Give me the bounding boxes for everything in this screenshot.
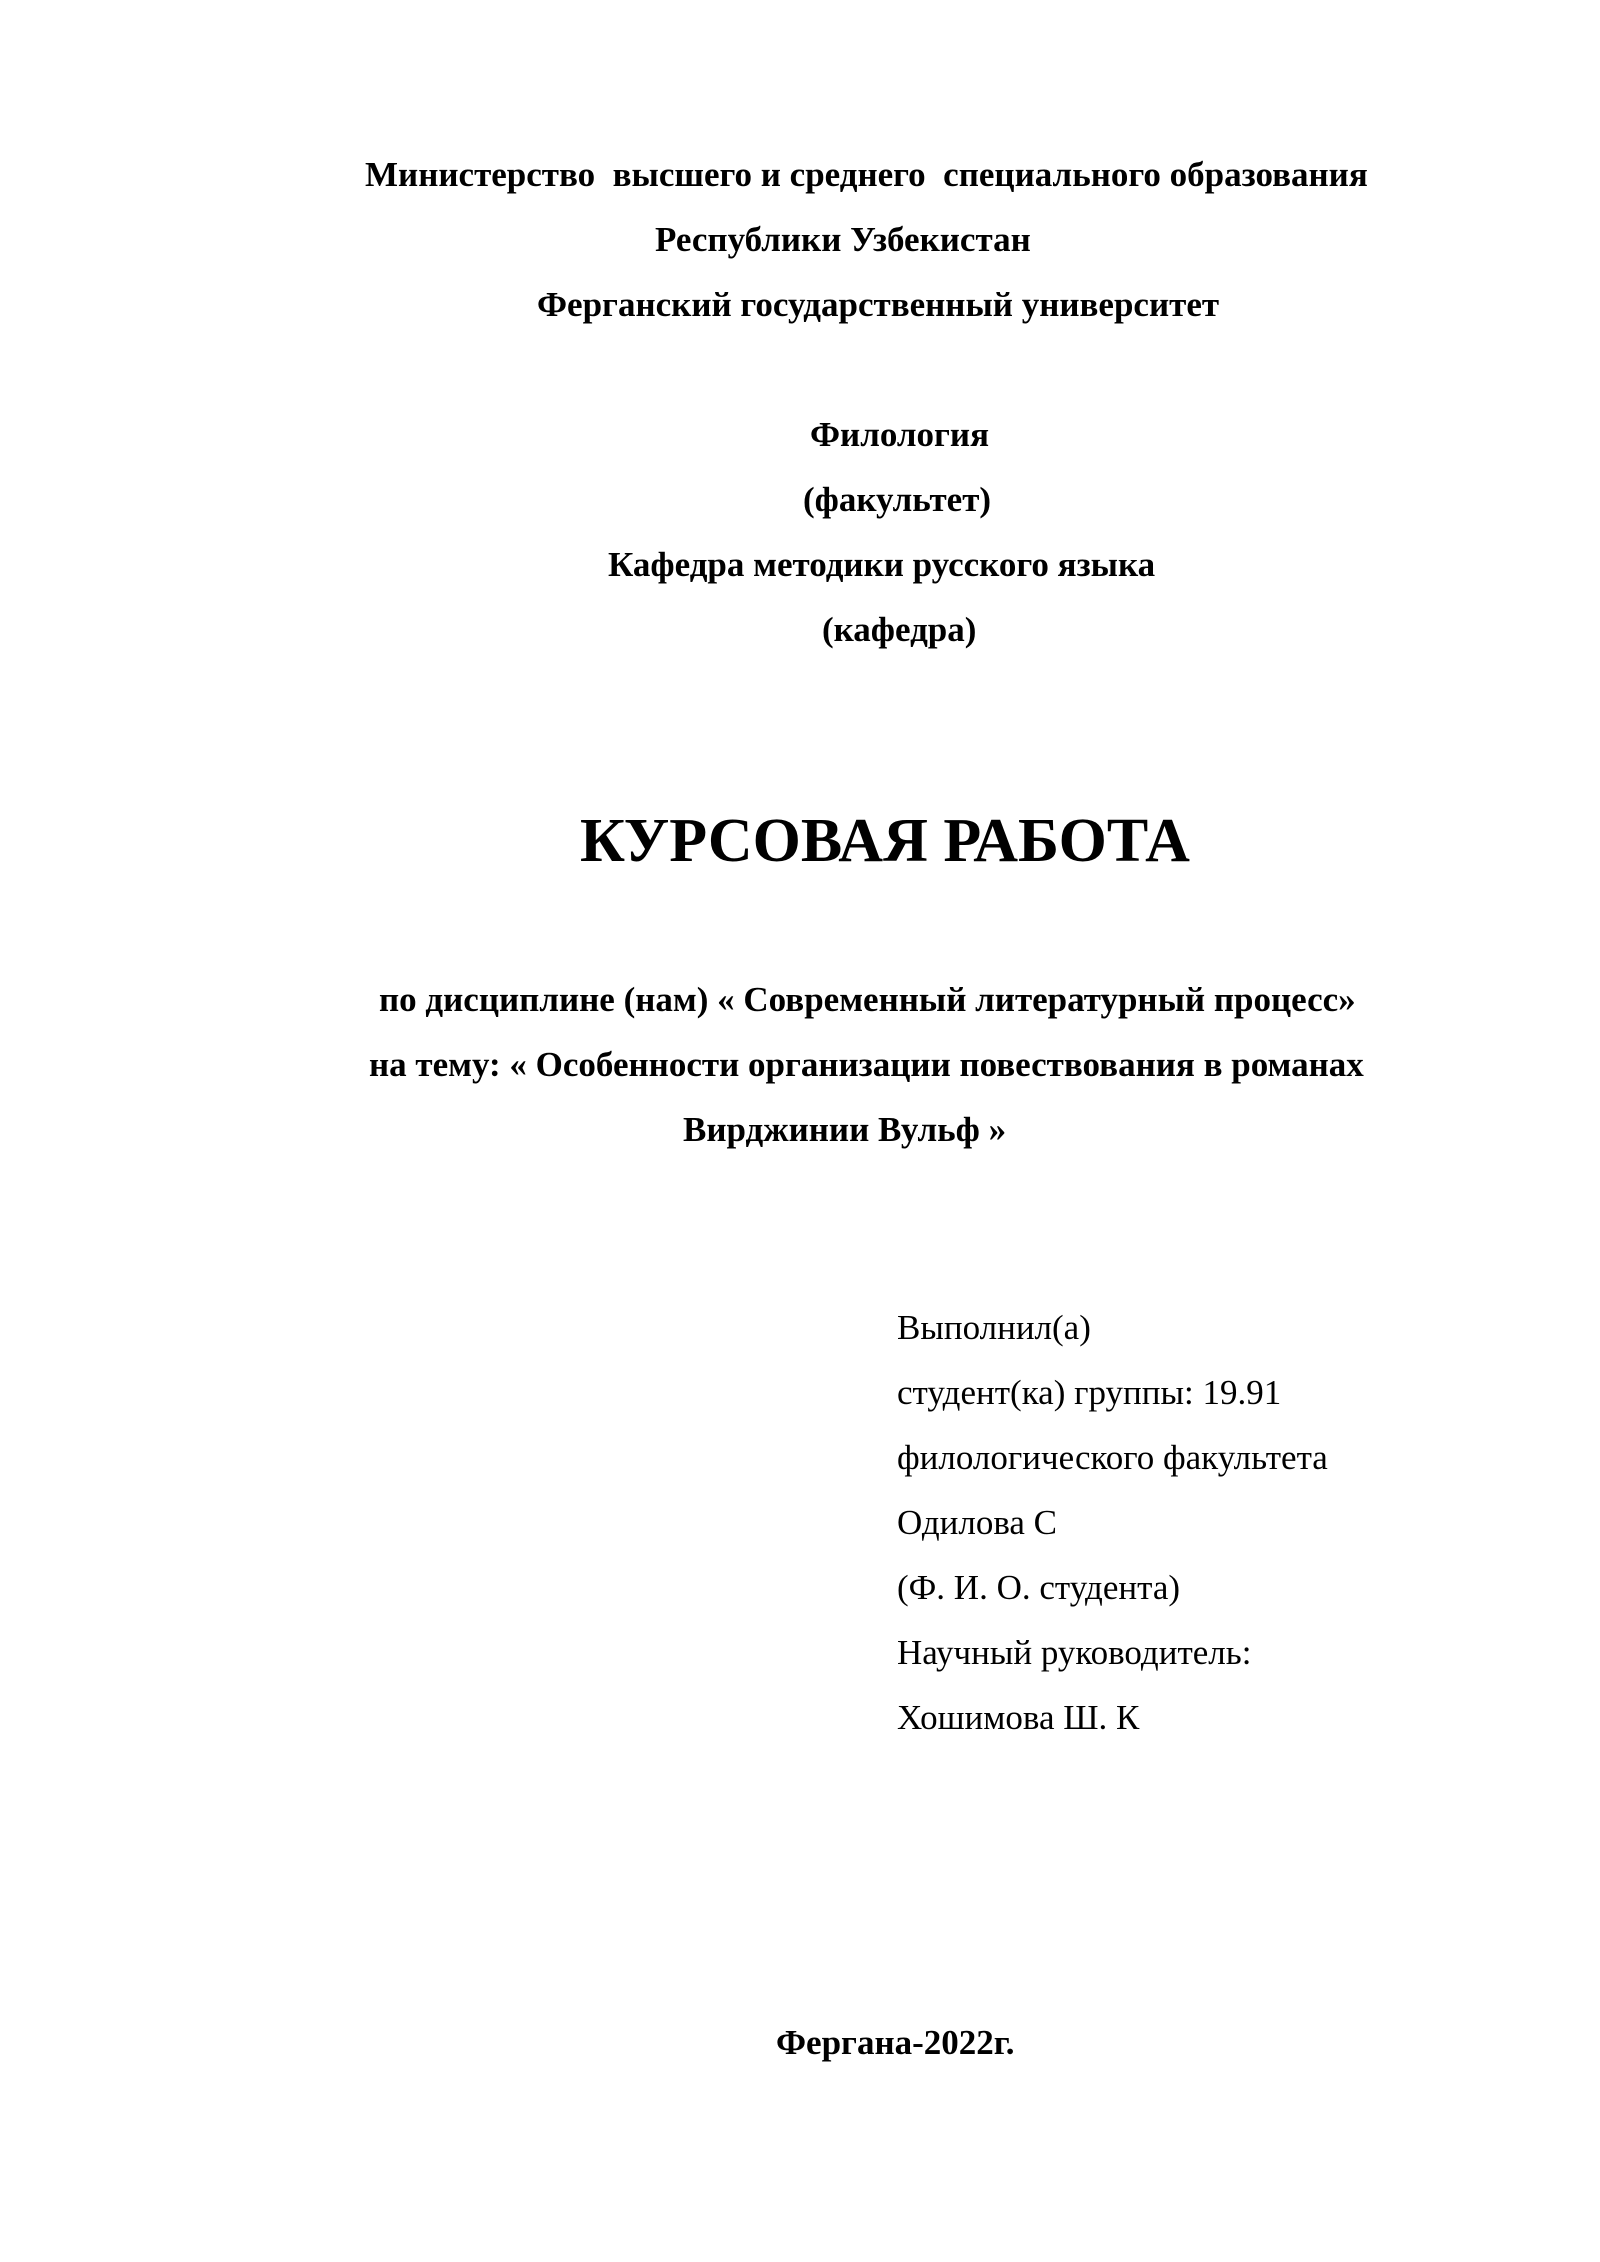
student-group: студент(ка) группы: 19.91 (897, 1373, 1282, 1412)
department-line: Кафедра методики русского языка (608, 545, 1156, 584)
department-note: (кафедра) (822, 610, 977, 649)
document-title: КУРСОВАЯ РАБОТА (580, 807, 1190, 875)
city-year: Фергана-2022г. (776, 2023, 1015, 2062)
student-faculty: филологического факультета (897, 1438, 1328, 1477)
faculty-note: (факультет) (803, 480, 992, 519)
ministry-line: Министерство высшего и среднего специального образования (365, 155, 1368, 194)
theme-line-2: Вирджинии Вульф » (683, 1110, 1007, 1149)
republic-line: Республики Узбекистан (655, 220, 1031, 259)
faculty-line: Филология (810, 415, 990, 454)
supervisor-label: Научный руководитель: (897, 1633, 1252, 1672)
discipline-line: по дисциплине (нам) « Современный литературный процесс» (379, 980, 1356, 1019)
student-name-note: (Ф. И. О. студента) (897, 1568, 1181, 1607)
performed-label: Выполнил(а) (897, 1308, 1091, 1347)
supervisor-name: Хошимова Ш. К (897, 1698, 1140, 1737)
theme-line-1: на тему: « Особенности организации повествования в романах (369, 1045, 1364, 1084)
student-name: Одилова С (897, 1503, 1058, 1542)
university-line: Ферганский государственный университет (537, 285, 1220, 324)
